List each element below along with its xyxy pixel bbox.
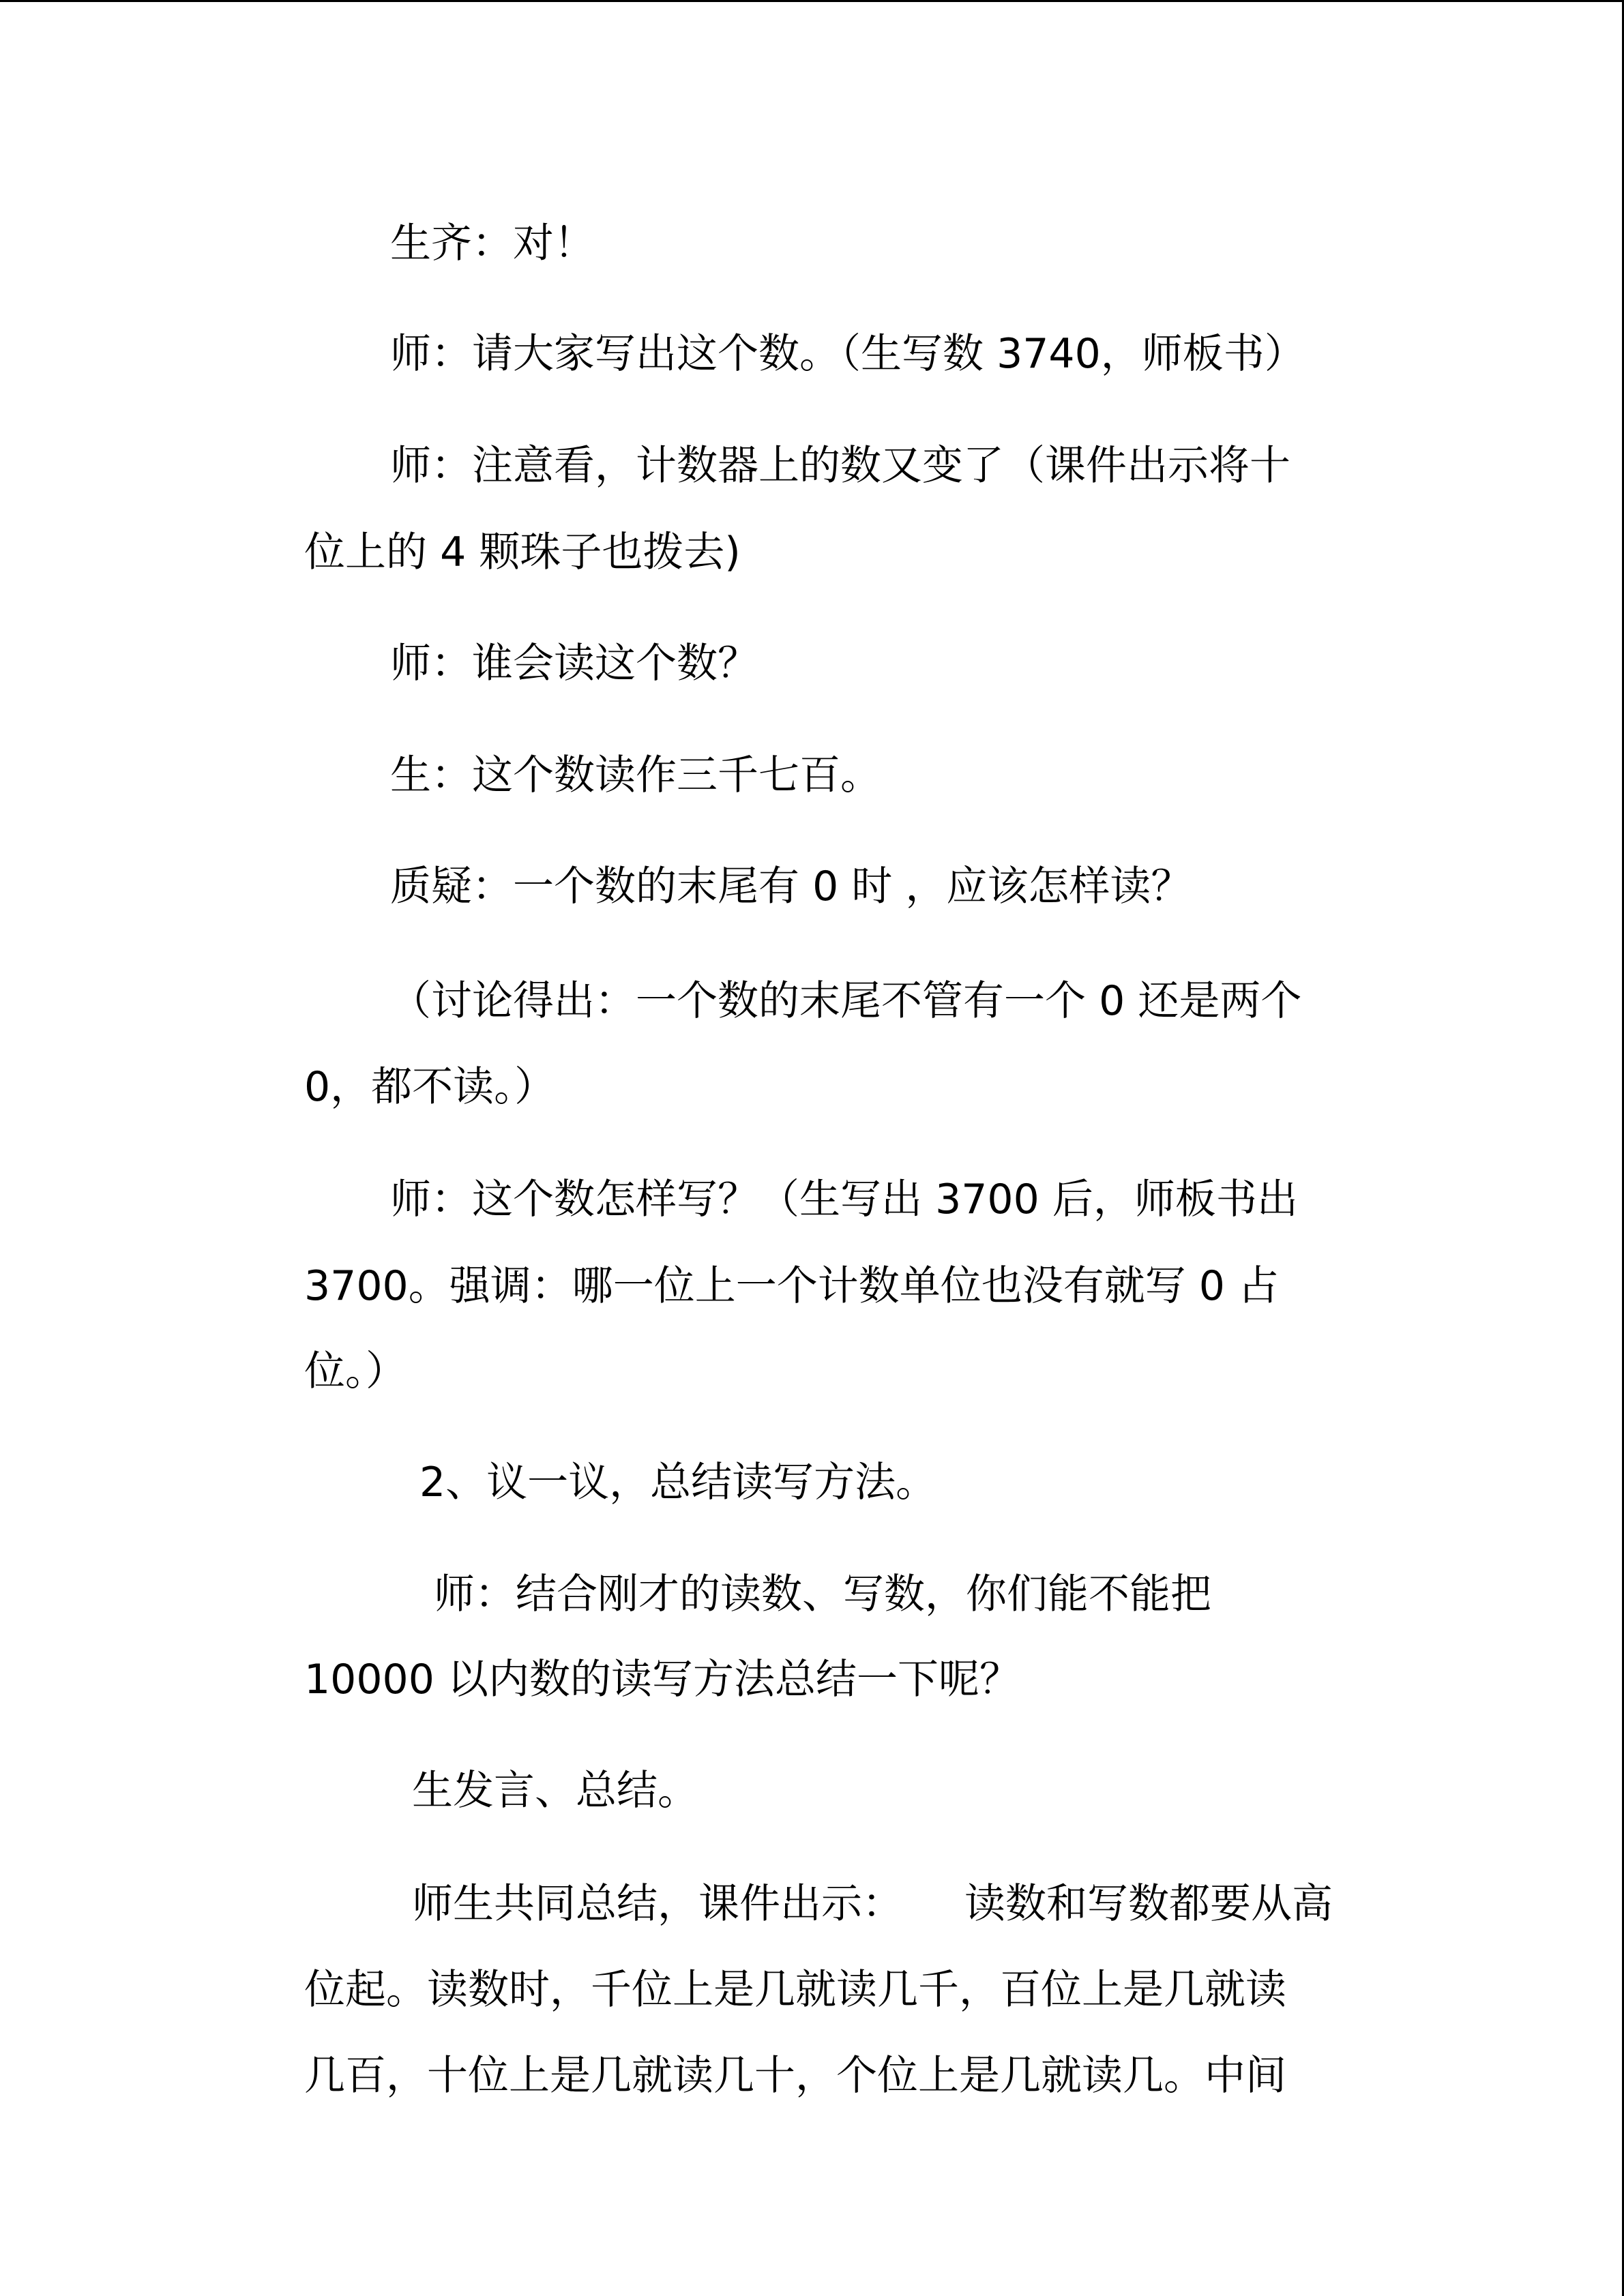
- text-line: 师：请大家写出这个数。（生写数 3740，师板书）: [390, 330, 1305, 378]
- text-line: 质疑：一个数的末尾有 0 时 ，应该怎样读？: [390, 863, 1192, 910]
- text-line: 生：这个数读作三千七百。: [390, 751, 881, 799]
- text-line: 3700。强调：哪一位上一个计数单位也没有就写 0 占: [304, 1262, 1280, 1310]
- text-line: 10000 以内数的读写方法总结一下呢？: [304, 1656, 1020, 1703]
- text-line: 师：注意看，计数器上的数又变了（课件出示将十: [390, 442, 1290, 490]
- text-line: 师：结合刚才的读数、写数，你们能不能把: [434, 1570, 1211, 1618]
- text-line: 位起。读数时，千位上是几就读几千，百位上是几就读: [304, 1966, 1286, 2014]
- text-line: 师生共同总结，课件出示： 读数和写数都要从高: [412, 1880, 1333, 1928]
- text-line: 0，都不读。）: [304, 1063, 556, 1111]
- text-line: 位上的 4 颗珠子也拨去): [304, 528, 741, 576]
- text-line: 几百，十位上是几就读几十，个位上是几就读几。中间: [304, 2052, 1286, 2100]
- text-line: （讨论得出：一个数的末尾不管有一个 0 还是两个: [390, 977, 1302, 1025]
- text-line: 生发言、总结。: [412, 1767, 698, 1815]
- text-line: 师：谁会读这个数？: [390, 640, 758, 687]
- text-line: 2、议一议，总结读写方法。: [419, 1459, 937, 1506]
- text-line: 位。）: [304, 1347, 407, 1395]
- text-line: 生齐：对！: [390, 220, 595, 267]
- text-line: 师：这个数怎样写？（生写出 3700 后，师板书出: [390, 1176, 1298, 1223]
